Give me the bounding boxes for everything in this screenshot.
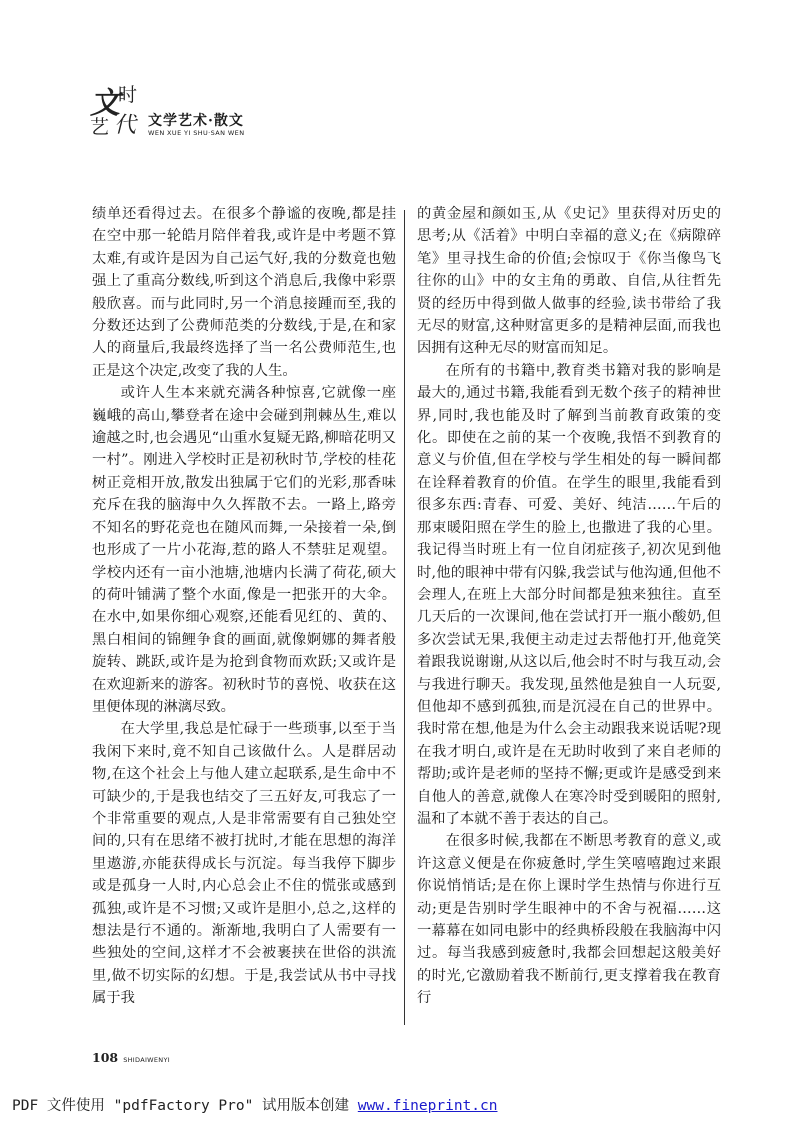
page-number: 108 [92,1050,119,1065]
watermark-link[interactable]: www.fineprint.cn [357,1098,498,1114]
watermark-text: PDF 文件使用 "pdfFactory Pro" 试用版本创建 [12,1098,358,1114]
logo-char-dai: 代 [114,113,137,138]
section-pinyin: WEN XUE YI SHU·SAN WEN [148,129,245,137]
page-footer [92,1047,170,1066]
paragraph-continued: 的黄金屋和颜如玉,从《史记》里获得对历史的思考;从《活着》中明白幸福的意义;在《病隙碎笔》里寻找生命的价值;会惊叹于《你当像鸟飞往你的山》中的女主角的勇敢、自信,从往哲先贤的经历中得到做人做事的经验,读书带给了我无尽的财富,这种财富更多的是精神层面,而我也因拥有这种无尽的财富而知足。 [417,206,721,357]
pdf-watermark [12,1094,497,1115]
paragraph-continued: 绩单还看得过去。在很多个静谧的夜晚,都是挂在空中那一轮皓月陪伴着我,或许是中考题不算太难,有或许是因为自己运气好,我的分数竟也勉强上了重高分数线,听到这个消息后,我像中彩票般欣喜。而与此同时,另一个消息接踵而至,我的分数还达到了公费师范类的分数线,于是,在和家人的商量后,我最终选择了当一名公费师范生,也正是这个决定,改变了我的人生。 [92,206,396,379]
paragraph: 在大学里,我总是忙碌于一些琐事,以至于当我闲下来时,竟不知自己该做什么。人是群居动物,在这个社会上与他人建立起联系,是生命中不可缺少的,于是我也结交了三五好友,可我忘了一个非常重要的观点,人是非常需要有自己独处空间的,只有在思绪不被打扰时,才能在思想的海洋里遨游,亦能获得成长与沉淀。每当我停下脚步或是孤身一人时,内心总会止不住的慌张或感到孤独,或许是不习惯;又或许是胆小,总之,这样的想法是行不通的。渐渐地,我明白了人需要有一些独处的空间,这样才不会被裹挟在世俗的洪流里,做不切实际的幻想。于是,我尝试从书中寻找属于我 [92,721,396,1007]
masthead [88,80,288,140]
column-divider [404,210,405,1025]
left-column [92,203,396,1010]
magazine-logo [88,80,146,138]
magazine-name: SHIDAIWENYI [123,1056,170,1064]
logo-char-shi: 时 [118,84,138,106]
right-column [417,203,721,1010]
paragraph: 在所有的书籍中,教育类书籍对我的影响是最大的,通过书籍,我能看到无数个孩子的精神世界,同时,我也能及时了解到当前教育政策的变化。即使在之前的某一个夜晚,我悟不到教育的意义与价值,但在学校与学生相处的每一瞬间都在诠释着教育的价值。在学生的眼里,我能看到很多东西:青春、可爱、美好、纯洁……午后的那束暖阳照在学生的脸上,也撒进了我的心里。我记得当时班上有一位自闭症孩子,初次见到他时,他的眼神中带有闪躲,我尝试与他沟通,但他不会理人,在班上大部分时间都是独来独往。直至几天后的一次课间,他在尝试打开一瓶小酸奶,但多次尝试无果,我便主动走过去帮他打开,他竟笑着跟我说谢谢,从这以后,他会时不时与我互动,会与我进行聊天。我发现,虽然他是独自一人玩耍,但他却不感到孤独,而是沉浸在自己的世界中。我时常在想,他是为什么会主动跟我来说话呢?现在我才明白,或许是在无助时收到了来自老师的帮助;或许是老师的坚持不懈;更或许是感受到来自他人的善意,就像人在寒冷时受到暖阳的照射,温和了本就不善于表达的自己。 [417,362,721,827]
paragraph: 在很多时候,我都在不断思考教育的意义,或许这意义便是在你疲惫时,学生笑嘻嘻跑过来跟你说悄悄话;是在你上课时学生热情与你进行互动;更是告别时学生眼神中的不舍与祝福……这一幕幕在如同电影中的经典桥段般在我脑海中闪过。每当我感到疲惫时,我都会回想起这般美好的时光,它激励着我不断前行,更支撑着我在教育行 [417,833,721,1007]
logo-char-wen: 文 [90,86,120,121]
logo-char-yi: 艺 [90,116,110,138]
section-title: 文学艺术·散文 [148,113,244,129]
paragraph: 或许人生本来就充满各种惊喜,它就像一座巍峨的高山,攀登者在途中会碰到荆棘丛生,难以逾越之时,也会遇见“山重水复疑无路,柳暗花明又一村”。刚进入学校时正是初秋时节,学校的桂花树正竞相开放,散发出独属于它们的光彩,那香味充斥在我的脑海中久久挥散不去。一路上,路旁不知名的野花竞也在随风而舞,一朵接着一朵,倒也形成了一片小花海,惹的路人不禁驻足观望。学校内还有一亩小池塘,池塘内长满了荷花,硕大的荷叶铺满了整个水面,像是一把张开的大伞。在水中,如果你细心观察,还能看见红的、黄的、黑白相间的锦鲤争食的画面,就像婀娜的舞者般旋转、跳跃,或许是为抢到食物而欢跃;又或许是在欢迎新来的游客。初秋时节的喜悦、收获在这里便体现的淋漓尽致。 [92,385,396,715]
